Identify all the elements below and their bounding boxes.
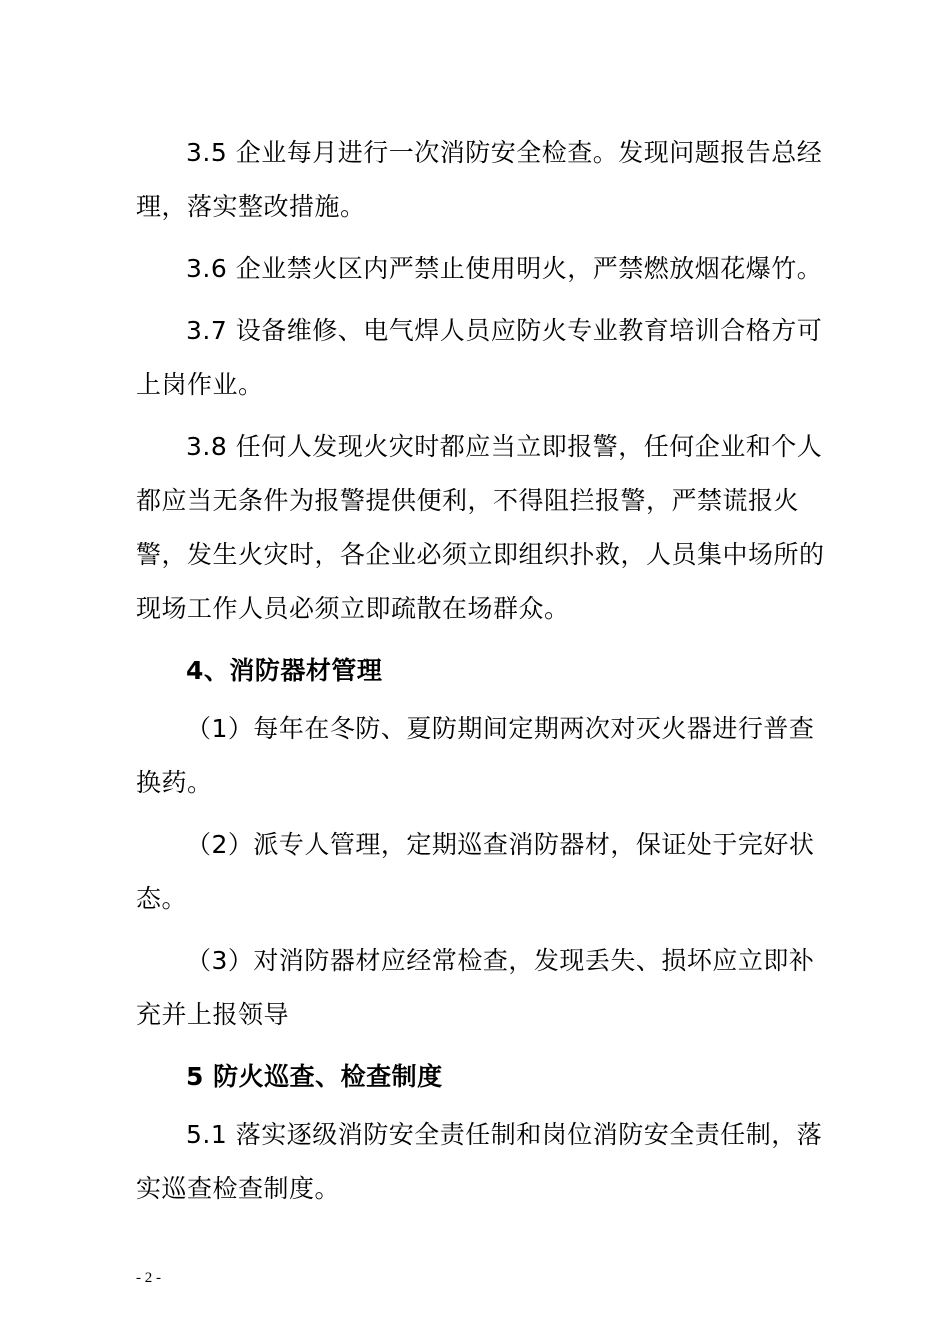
section-heading-4: 4、消防器材管理 <box>186 656 383 685</box>
paragraph-3-6: 3.6 企业禁火区内严禁止使用明火，严禁燃放烟花爆竹。 <box>186 254 823 283</box>
section-heading-5: 5 防火巡查、检查制度 <box>186 1062 443 1091</box>
paragraph-5-1: 5.1 落实逐级消防安全责任制和岗位消防安全责任制，落实巡查检查制度。 <box>136 1120 823 1203</box>
document-body <box>136 126 826 1224</box>
paragraph-3-7: 3.7 设备维修、电气焊人员应防火专业教育培训合格方可上岗作业。 <box>136 316 823 399</box>
paragraph-3-5: 3.5 企业每月进行一次消防安全检查。发现问题报告总经理，落实整改措施。 <box>136 138 823 221</box>
page-number: - 2 - <box>136 1270 161 1286</box>
paragraph-4-2: （2）派专人管理，定期巡查消防器材，保证处于完好状态。 <box>136 830 815 913</box>
paragraph-4-3: （3）对消防器材应经常检查，发现丢失、损坏应立即补充并上报领导 <box>136 946 815 1029</box>
paragraph-4-1: （1）每年在冬防、夏防期间定期两次对灭火器进行普查换药。 <box>136 714 815 797</box>
paragraph-3-8: 3.8 任何人发现火灾时都应当立即报警，任何企业和个人都应当无条件为报警提供便利，不得阻拦报警，严禁谎报火警，发生火灾时，各企业必须立即组织扑救，人员集中场所的现场工作人员必须立即疏散在场群众。 <box>136 432 825 623</box>
